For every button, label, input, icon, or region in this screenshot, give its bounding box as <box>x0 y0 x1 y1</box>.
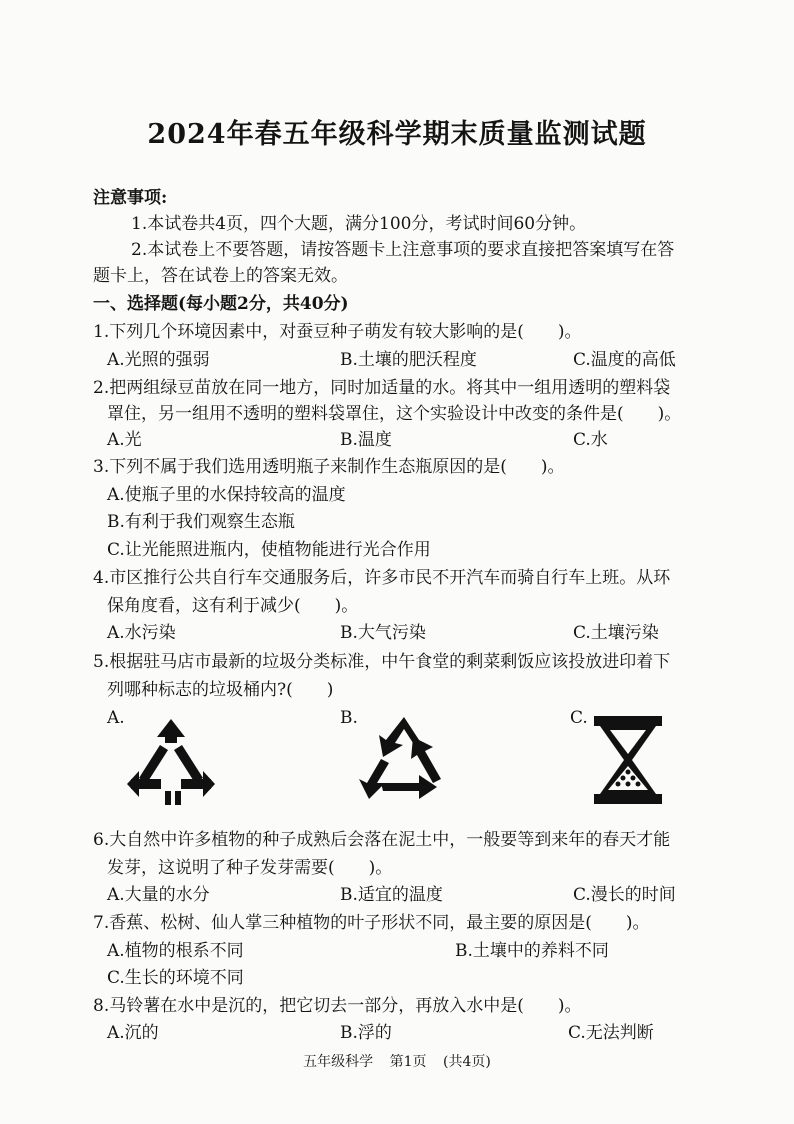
page-title: 2024年春五年级科学期末质量监测试题 <box>147 119 647 150</box>
notice-item-2: 2.本试卷上不要答题，请按答题卡上注意事项的要求直接把答案填写在答 <box>131 240 675 260</box>
question-5-stem-line-2: 列哪种标志的垃圾桶内?( ) <box>107 680 334 700</box>
question-8-stem: 8.马铃薯在水中是沉的，把它切去一部分，再放入水中是( )。 <box>93 996 582 1016</box>
hourglass-icon <box>592 714 664 806</box>
question-7-option-c: C.生长的环境不同 <box>107 968 244 988</box>
question-2-option-c: C.水 <box>573 430 608 450</box>
footer-total-pages: (共4页) <box>442 1054 491 1070</box>
section-heading: 一、选择题(每小题2分，共40分) <box>93 294 349 314</box>
question-6-option-b: B.适宜的温度 <box>340 885 443 905</box>
question-7-option-b: B.土壤中的养料不同 <box>455 941 609 961</box>
question-8-option-b: B.浮的 <box>340 1023 392 1043</box>
question-7-stem: 7.香蕉、松树、仙人掌三种植物的叶子形状不同，最主要的原因是( )。 <box>93 913 650 933</box>
question-8-option-a: A.沉的 <box>107 1023 159 1043</box>
question-4-stem-line-1: 4.市区推行公共自行车交通服务后，许多市民不开汽车而骑自行车上班。从环 <box>93 568 671 588</box>
question-6-option-c: C.漫长的时间 <box>573 885 676 905</box>
question-1-option-b: B.土壤的肥沃程度 <box>340 350 477 370</box>
recycle-variant-icon <box>125 715 217 805</box>
question-8-option-c: C.无法判断 <box>568 1023 654 1043</box>
question-4-option-b: B.大气污染 <box>340 623 426 643</box>
page-footer <box>0 1051 794 1071</box>
question-1-option-a: A.光照的强弱 <box>107 350 210 370</box>
footer-page-number: 第1页 <box>389 1054 427 1070</box>
question-1-option-c: C.温度的高低 <box>573 350 676 370</box>
question-4-option-c: C.土壤污染 <box>573 623 659 643</box>
question-6-stem-line-2: 发芽，这说明了种子发芽需要( )。 <box>107 858 393 878</box>
question-6-option-a: A.大量的水分 <box>107 885 210 905</box>
notice-item-1: 1.本试卷共4页，四个大题，满分100分，考试时间60分钟。 <box>131 214 587 234</box>
question-5-option-a: A. <box>107 708 125 728</box>
question-5-option-c: C. <box>570 708 588 728</box>
footer-subject: 五年级科学 <box>303 1054 374 1070</box>
question-2-stem-line-2: 罩住，另一组用不透明的塑料袋罩住，这个实验设计中改变的条件是( )。 <box>107 404 682 424</box>
question-4-option-a: A.水污染 <box>107 623 176 643</box>
question-2-option-a: A.光 <box>107 430 142 450</box>
recycle-icon <box>355 713 453 803</box>
question-4-stem-line-2: 保角度看，这有利于减少( )。 <box>107 596 359 616</box>
question-2-option-b: B.温度 <box>340 430 392 450</box>
notice-heading: 注意事项: <box>93 188 168 208</box>
question-6-stem-line-1: 6.大自然中许多植物的种子成熟后会落在泥土中，一般要等到来年的春天才能 <box>93 830 671 850</box>
question-3-option-a: A.使瓶子里的水保持较高的温度 <box>107 485 346 505</box>
question-3-option-b: B.有利于我们观察生态瓶 <box>107 512 295 532</box>
question-5-stem-line-1: 5.根据驻马店市最新的垃圾分类标准，中午食堂的剩菜剩饭应该投放进印着下 <box>93 652 671 672</box>
question-5-option-b: B. <box>340 708 358 728</box>
notice-item-2-cont: 题卡上，答在试卷上的答案无效。 <box>93 266 348 286</box>
question-7-option-a: A.植物的根系不同 <box>107 941 244 961</box>
question-3-option-c: C.让光能照进瓶内，使植物能进行光合作用 <box>107 540 431 560</box>
question-1-stem: 1.下列几个环境因素中，对蚕豆种子萌发有较大影响的是( )。 <box>93 322 582 342</box>
question-3-stem: 3.下列不属于我们选用透明瓶子来制作生态瓶原因的是( )。 <box>93 457 565 477</box>
question-2-stem-line-1: 2.把两组绿豆苗放在同一地方，同时加适量的水。将其中一组用透明的塑料袋 <box>93 378 671 398</box>
